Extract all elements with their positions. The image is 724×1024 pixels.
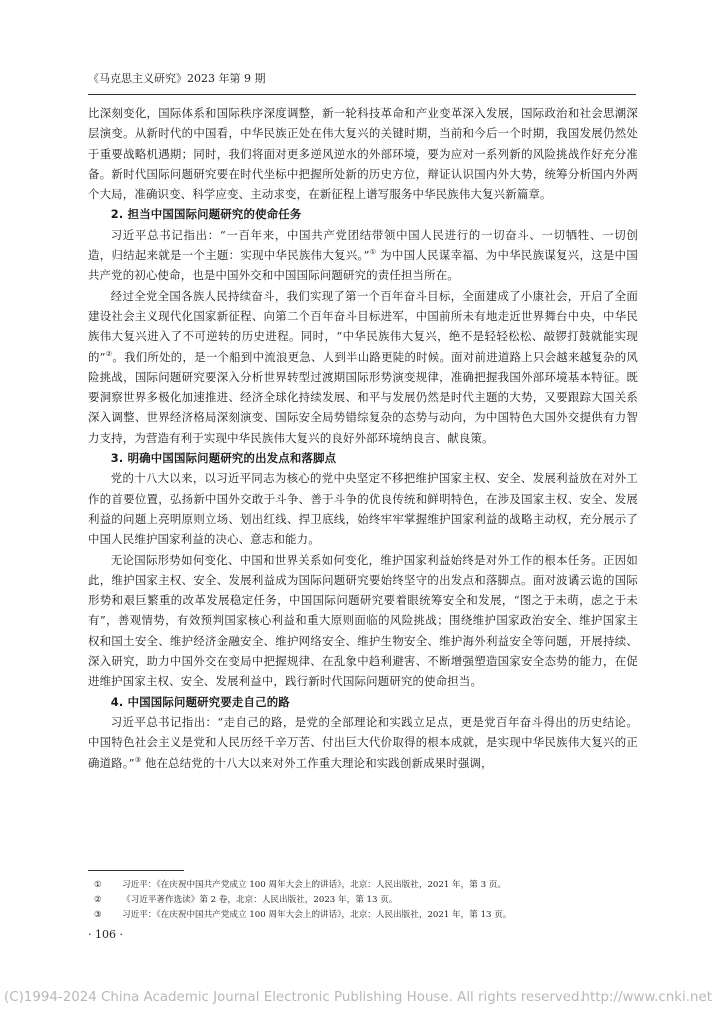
section-heading: 2. 担当中国国际问题研究的使命任务 [110,207,302,222]
paragraph: 经过全党全国各族人民持续奋斗，我们实现了第一个百年奋斗目标，全面建成了小康社会，开启了全面建设社会主义现代化国家新征程、向第二个百年奋斗目标进军，中国前所未有地走近世界舞台中央，中华民族伟大复兴进入了不可逆转的历史进程。同时，“中华民族伟大复兴，绝不是轻轻松松、敲锣打鼓就能实现的”②。我们所处的，是一个船到中流浪更急、人到半山路更陡的时候。面对前进道路上只会越来越复杂的风险挑战，国际问题研究要深入分析世界转型过渡期国际形势演变规律，准确把握我国外部环境基本特征。既要洞察世界多极化加速推进、经济全球化持续发展、和平与发展仍然是时代主题的大势，又要跟踪大国关系深入调整、世界经济格局深刻演变、国际安全局势错综复杂的态势与动向，为中国特色大国外交提供有力智力支持，为营造有利于实现中华民族伟大复兴的良好外部环境纳良言、献良策。 [88,288,638,445]
copyright-watermark [4,990,720,1005]
journal-title: 《马克思主义研究》2023 年第 9 期 [88,72,266,85]
paragraph: 比深刻变化，国际体系和国际秩序深度调整，新一轮科技革命和产业变革深入发展，国际政治和社会思潮深层演变。从新时代的中国看，中华民族正处在伟大复兴的关键时期，当前和今后一个时期，我国发展仍然处于重要战略机遇期；同时，我们将面对更多逆风逆水的外部环境，要为应对一系列新的风险挑战作好充分准备。新时代国际问题研究要在时代坐标中把握所处新的历史方位，辩证认识国内外大势，统筹分析国内外两个大局，准确识变、科学应变、主动求变，在新征程上谱写服务中华民族伟大复兴新篇章。 [88,106,638,202]
paragraph: 习近平总书记指出：“走自己的路，是党的全部理论和实践立足点，更是党百年奋斗得出的历史结论。中国特色社会主义是党和人民历经千辛万苦、付出巨大代价取得的根本成就，是实现中华民族伟大复兴的正确道路。”③ 他在总结党的十八大以来对外工作重大理论和实践创新成果时强调， [88,714,638,770]
section-heading: 4. 中国国际问题研究要走自己的路 [110,694,290,709]
footnote-text: 习近平：《在庆祝中国共产党成立 100 周年大会上的讲话》，北京：人民出版社，2021 年，第 3 页。 [122,880,506,890]
footnote [88,893,638,908]
paragraph: 习近平总书记指出：“一百年来，中国共产党团结带领中国人民进行的一切奋斗、一切牺牲、一切创造，归结起来就是一个主题：实现中华民族伟大复兴。”① 为中国人民谋幸福、为中华民族谋复兴，这是中国共产党的初心使命，也是中国外交和中国国际问题研究的责任担当所在。 [88,227,638,283]
footnotes [88,878,638,923]
footnote [88,908,638,923]
section-heading: 3. 明确中国国际问题研究的出发点和落脚点 [110,451,337,466]
footnote-ref[interactable]: ② [105,349,113,358]
footnote-mark: ② [94,895,102,905]
footnote-text: 习近平：《在庆祝中国共产党成立 100 周年大会上的讲话》，北京：人民出版社，2021 年，第 13 页。 [122,910,512,920]
footnote-mark: ① [94,880,102,890]
footnote-mark: ③ [94,910,102,920]
footnote [88,878,638,893]
running-header [88,72,636,95]
footnote-ref[interactable]: ③ [134,755,142,764]
copyright-text: (C)1994-2024 China Academic Journal Electronic Publishing House. All rights reserved. [4,990,584,1005]
page-number: · 106 · [88,928,123,941]
footnote-divider [88,870,184,871]
paragraph: 党的十八大以来，以习近平同志为核心的党中央坚定不移把维护国家主权、安全、发展利益放在对外工作的首要位置，弘扬新中国外交敢于斗争、善于斗争的优良传统和鲜明特色，在涉及国家主权、安全、发展利益的问题上亮明原则立场、划出红线、捍卫底线，始终牢牢掌握维护国家利益的战略主动权，充分展示了中国人民维护国家利益的决心、意志和能力。 [88,471,638,547]
footnote-text: 《习近平著作选读》第 2 卷，北京：人民出版社，2023 年，第 13 页。 [122,895,398,905]
paragraph: 无论国际形势如何变化、中国和世界关系如何变化，维护国家利益始终是对外工作的根本任务。正因如此，维护国家主权、安全、发展利益成为国际问题研究要始终坚守的出发点和落脚点。面对波谲云诡的国际形势和艰巨繁重的改革发展稳定任务，中国国际问题研究要着眼统筹安全和发展，“图之于未萌，虑之于未有”，善观情势，有效预判国家核心利益和重大原则面临的风险挑战；围绕维护国家政治安全、维护国家主权和国土安全、维护经济金融安全、维护网络安全、维护生物安全、维护海外利益安全等问题，开展持续、深入研究，助力中国外交在变局中把握规律、在乱象中趋利避害、不断增强塑造国家安全态势的能力，在促进维护国家主权、安全、发展利益中，践行新时代国际问题研究的使命担当。 [88,552,638,689]
article-body [88,103,638,773]
cnki-link[interactable]: http://www.cnki.net [581,990,712,1005]
footnote-ref[interactable]: ① [369,248,377,257]
